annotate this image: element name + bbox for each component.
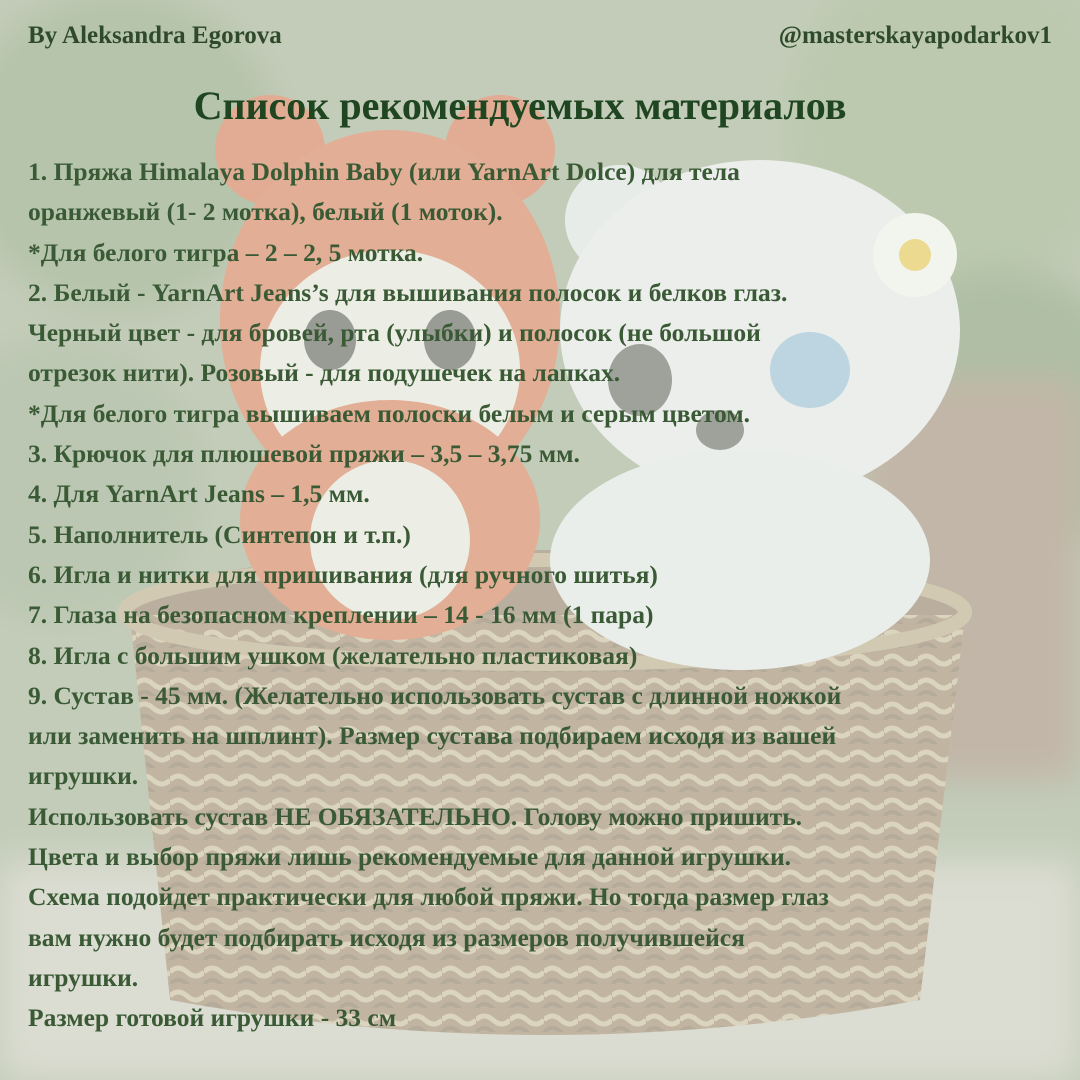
list-item: оранжевый (1- 2 мотка), белый (1 моток). [28,197,503,227]
list-item: Схема подойдет практически для любой пряжи. Но тогда размер глаз [28,882,829,912]
materials-list [28,152,1068,1039]
list-item: 4. Для YarnArt Jeans – 1,5 мм. [28,479,370,509]
author-credit: By Aleksandra Egorova [28,22,282,49]
list-item: Черный цвет - для бровей, рта (улыбки) и полосок (не большой [28,318,761,348]
list-item: 9. Сустав - 45 мм. (Желательно использовать сустав с длинной ножкой [28,680,842,710]
list-item: *Для белого тигра вышиваем полоски белым и серым цветом. [28,398,750,428]
list-item: 7. Глаза на безопасном креплении – 14 - 16 мм (1 пара) [28,600,654,630]
list-item: Использовать сустав НЕ ОБЯЗАТЕЛЬНО. Голову можно пришить. [28,801,803,831]
page-title: Список рекомендуемых материалов [193,83,847,128]
list-item: игрушки. [28,761,139,791]
list-item: отрезок нити). Розовый - для подушечек на лапках. [28,358,621,388]
list-item: 5. Наполнитель (Синтепон и т.п.) [28,519,411,549]
list-item: 1. Пряжа Himalaya Dolphin Baby (или YarnArt Dolce) для тела [28,157,740,186]
list-item: Размер готовой игрушки - 33 см [28,1003,397,1033]
list-item: 2. Белый - YarnArt Jeans’s для вышивания полосок и белков глаз. [28,277,788,307]
list-item: *Для белого тигра – 2 – 2, 5 мотка. [28,237,424,267]
author-handle: @masterskayapodarkov1 [778,22,1052,49]
list-item: Цвета и выбор пряжи лишь рекомендуемые для данной игрушки. [28,842,792,872]
list-item: игрушки. [28,962,139,992]
list-item: 3. Крючок для плюшевой пряжи – 3,5 – 3,75 мм. [28,439,580,469]
list-item: 8. Игла с большим ушком (желательно пластиковая) [28,640,638,670]
list-item: или заменить на шплинт). Размер сустава подбираем исходя из вашей [28,721,837,751]
list-item: вам нужно будет подбирать исходя из размеров получившейся [28,922,745,952]
list-item: 6. Игла и нитки для пришивания (для ручного шитья) [28,559,658,589]
